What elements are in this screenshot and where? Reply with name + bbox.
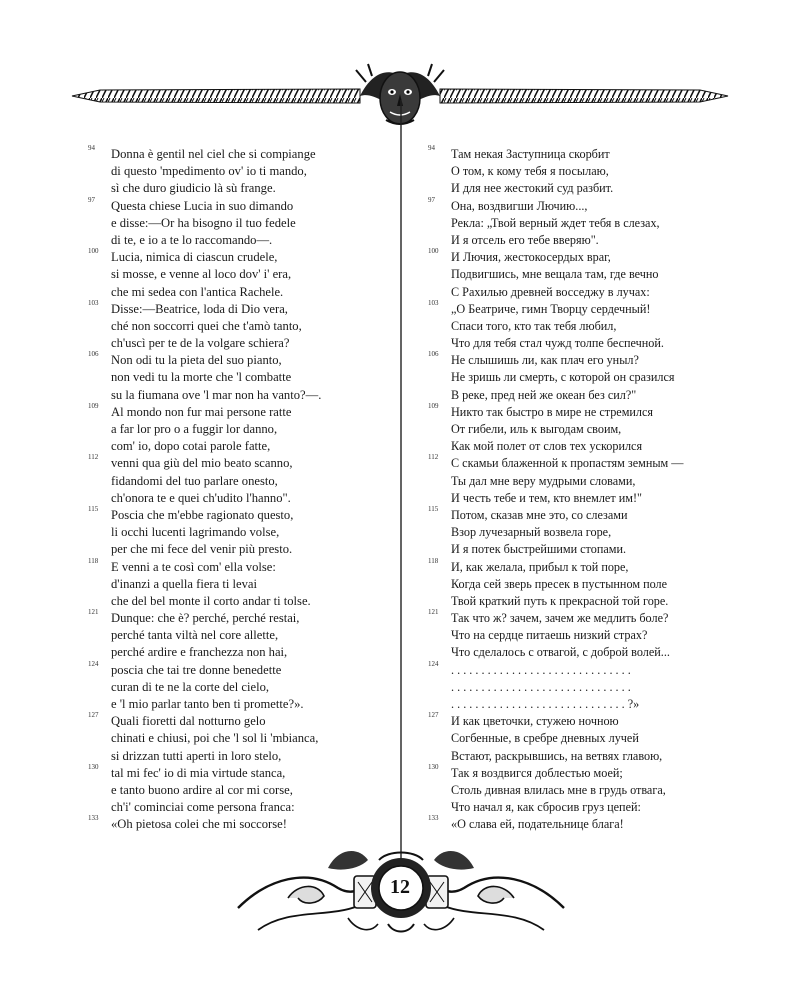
verse-number: 97 [428, 195, 435, 204]
verse-text: Questa chiese Lucia in suo dimando [111, 198, 294, 213]
verse-line [88, 644, 438, 661]
verse-line [428, 782, 778, 799]
verse-text: si mosse, e venne al loco dov' i' era, [111, 267, 292, 282]
verse-line [88, 352, 438, 369]
verse-line [88, 195, 438, 215]
verse-line [428, 627, 778, 644]
stanza [88, 762, 438, 817]
verse-number: 100 [88, 247, 99, 256]
verse-number: 94 [428, 144, 435, 152]
verse-text: И для нее жестокий суд разбит. [451, 181, 614, 196]
verse-line [88, 524, 438, 541]
verse-number: 106 [428, 350, 439, 359]
verse-text: che mi sedea con l'antica Rachele. [111, 284, 284, 299]
verse-text: non vedi tu la morte che 'l combatte [111, 370, 292, 385]
verse-text: Donna è gentil nel ciel che si compiange [111, 147, 316, 161]
verse-number: 124 [88, 659, 99, 668]
verse-text: И я потек быстрейшими стопами. [451, 542, 627, 557]
stanza [428, 610, 778, 662]
verse-text: Что сделалось с отвагой, с доброй волей... [451, 645, 670, 660]
verse-text: Потом, сказав мне это, со слезами [451, 507, 628, 522]
verse-text: ch'uscì per te de la volgare schiera? [111, 336, 290, 351]
verse-line [428, 215, 778, 232]
verse-text: Она, воздвигши Лючию..., [451, 198, 588, 213]
verse-text: Встают, раскрывшись, на ветвях главою, [451, 748, 663, 763]
stanza [88, 352, 438, 404]
verse-line [428, 730, 778, 747]
verse-text: Твой краткий путь к прекрасной той горе. [451, 593, 669, 608]
verse-line [88, 387, 438, 404]
verse-text: li occhi lucenti lagrimando volse, [111, 525, 280, 540]
verse-line [428, 473, 778, 490]
verse-number: 133 [88, 814, 99, 823]
verse-line [88, 696, 438, 713]
stanza [88, 504, 438, 559]
verse-text: Спаси того, кто так тебя любил, [451, 318, 617, 333]
verse-text: e 'l mio parlar tanto ben ti promette?». [111, 697, 304, 711]
verse-line [428, 266, 778, 283]
verse-line [88, 401, 438, 421]
verse-line [428, 195, 778, 215]
verse-line [88, 799, 438, 816]
verse-line [428, 249, 778, 266]
verse-text: Согбенные, в сребре дневных лучей [451, 731, 639, 746]
verse-text: perché ardire e franchezza non hai, [111, 645, 288, 660]
verse-text: Никто так быстро в мире не стремился [451, 404, 654, 419]
verse-text: . . . . . . . . . . . . . . . . . . . . . . . . . . . . . ?» [451, 697, 640, 711]
verse-line [428, 659, 778, 679]
verse-line [428, 748, 778, 765]
verse-text: ch'onora te e quei ch'udito l'hanno". [111, 490, 291, 505]
stanza [428, 659, 778, 714]
verse-text: ché non soccorri quei che t'amò tanto, [111, 318, 302, 333]
italian-text-column [88, 146, 438, 834]
stanza [428, 352, 778, 404]
verse-line [88, 232, 438, 249]
verse-line [428, 146, 778, 163]
verse-number: 130 [428, 762, 439, 771]
verse-number: 124 [428, 659, 439, 668]
verse-text: Al mondo non fur mai persone ratte [111, 404, 292, 419]
verse-number: 112 [428, 453, 439, 462]
verse-text: Когда сей зверь пресек в пустынном поле [451, 576, 668, 591]
verse-line [428, 180, 778, 197]
verse-text: И, как желала, прибыл к той поре, [451, 559, 629, 574]
stanza [428, 195, 778, 250]
verse-line [88, 576, 438, 593]
verse-line [428, 524, 778, 541]
verse-line [428, 713, 778, 730]
verse-text: d'inanzi a quella fiera ti levai [111, 576, 257, 591]
stanza [88, 556, 438, 611]
verse-line [88, 504, 438, 524]
verse-text: В реке, пред ней же океан без сил?" [451, 387, 637, 402]
stanza [88, 713, 438, 765]
verse-line [88, 163, 438, 180]
verse-line [428, 318, 778, 335]
verse-text: di te, e io a te lo raccomando—. [111, 232, 273, 247]
stanza [88, 455, 438, 507]
verse-line [88, 335, 438, 352]
stanza [428, 504, 778, 559]
stanza [88, 146, 438, 198]
verse-line [428, 335, 778, 352]
verse-line [428, 816, 778, 833]
verse-text: Poscia che m'ebbe ragionato questo, [111, 507, 294, 522]
stanza [428, 146, 778, 198]
verse-text: Что для тебя стал чужд толпе беспечной. [451, 336, 664, 351]
verse-text: От гибели, иль к выгодам своим, [451, 422, 622, 436]
verse-line [88, 713, 438, 730]
verse-number: 97 [88, 195, 95, 204]
verse-line [88, 627, 438, 644]
stanza [428, 249, 778, 301]
verse-number: 112 [88, 453, 99, 462]
verse-text: Там некая Заступница скорбит [451, 147, 610, 161]
stanza [88, 659, 438, 714]
stanza [88, 610, 438, 662]
verse-line [88, 593, 438, 610]
stanza [428, 816, 778, 833]
stanza [428, 401, 778, 456]
verse-text: С скамьи блаженной к пропастям земным — [451, 456, 684, 471]
verse-text: Что начал я, как сбросив груз цепей: [451, 800, 641, 815]
verse-line [88, 541, 438, 558]
verse-line [428, 490, 778, 507]
verse-line [428, 298, 778, 318]
stanza [428, 762, 778, 817]
verse-number: 130 [88, 762, 99, 771]
verse-text: Что на сердце питаешь низкий страх? [451, 628, 648, 643]
verse-text: Не зришь ли смерть, с которой он сразился [451, 370, 675, 385]
verse-line [428, 387, 778, 404]
verse-line [428, 401, 778, 421]
stanza [428, 713, 778, 765]
verse-text: И честь тебе и тем, кто внемлет им!" [451, 490, 642, 505]
verse-number: 109 [88, 401, 99, 410]
verse-text: . . . . . . . . . . . . . . . . . . . . . . . . . . . . . . [451, 679, 631, 694]
verse-text: e disse:—Or ha bisogno il tuo fedele [111, 215, 296, 230]
verse-text: ch'i' cominciai come persona franca: [111, 800, 295, 815]
verse-text: su la fiumana ove 'l mar non ha vanto?—. [111, 387, 322, 402]
verse-number: 115 [88, 504, 99, 513]
verse-text: Не слышишь ли, как плач его уныл? [451, 353, 639, 368]
verse-line [88, 490, 438, 507]
verse-line [88, 438, 438, 455]
verse-line [88, 473, 438, 490]
verse-line [428, 284, 778, 301]
stanza [428, 298, 778, 353]
verse-text: И Лючия, жестокосердых враг, [451, 250, 611, 265]
verse-text: perché tanta viltà nel core allette, [111, 628, 279, 643]
verse-line [428, 696, 778, 713]
verse-text: О том, к кому тебя я посылаю, [451, 164, 609, 179]
verse-line [88, 266, 438, 283]
verse-number: 109 [428, 401, 439, 410]
verse-line [88, 659, 438, 679]
stanza [428, 556, 778, 611]
verse-number: 103 [88, 298, 99, 307]
verse-text: poscia che tai tre donne benedette [111, 662, 282, 677]
verse-text: И я отсель его тебе вверяю". [451, 232, 599, 247]
verse-line [428, 762, 778, 782]
verse-number: 118 [428, 556, 439, 565]
verse-number: 127 [428, 711, 439, 720]
verse-line [428, 163, 778, 180]
verse-line [88, 180, 438, 197]
verse-line [88, 730, 438, 747]
verse-line [428, 541, 778, 558]
verse-text: Lucia, nimica di ciascun crudele, [111, 250, 278, 265]
verse-text: Как мой полет от слов тех ускорился [451, 439, 643, 454]
verse-text: Столь дивная влилась мне в грудь отвага, [451, 782, 666, 797]
verse-text: Disse:—Beatrice, loda di Dio vera, [111, 301, 288, 316]
verse-text: E venni a te così com' ella volse: [111, 559, 276, 574]
verse-number: 118 [88, 556, 99, 565]
verse-text: «О слава ей, подательнице блага! [451, 817, 624, 832]
russian-text-column [428, 146, 778, 834]
verse-number: 121 [428, 608, 439, 617]
verse-text: Подвигшись, мне вещала там, где вечно [451, 267, 659, 282]
verse-line [88, 318, 438, 335]
verse-line [428, 799, 778, 816]
verse-line [428, 679, 778, 696]
verse-line [88, 455, 438, 472]
page-number: 12 [390, 876, 410, 898]
verse-text: fidandomi del tuo parlare onesto, [111, 473, 278, 488]
verse-text: Взор лучезарный возвела горе, [451, 525, 612, 540]
verse-text: Рекла: „Твой верный ждет тебя в слезах, [451, 215, 660, 230]
verse-line [428, 610, 778, 627]
verse-text: «Oh pietosa colei che mi soccorse! [111, 817, 287, 832]
stanza [88, 816, 438, 833]
verse-text: a far lor pro o a fuggir lor danno, [111, 422, 278, 436]
verse-text: e tanto buono ardire al cor mi corse, [111, 782, 293, 797]
verse-number: 106 [88, 350, 99, 359]
verse-line [88, 146, 438, 163]
verse-line [428, 438, 778, 455]
verse-line [88, 610, 438, 627]
verse-line [428, 556, 778, 576]
verse-line [428, 644, 778, 661]
verse-line [88, 421, 438, 438]
verse-number: 133 [428, 814, 439, 823]
verse-line [88, 369, 438, 386]
verse-text: И как цветочки, стужею ночною [451, 714, 619, 729]
verse-number: 100 [428, 247, 439, 256]
verse-line [88, 249, 438, 266]
verse-line [88, 748, 438, 765]
verse-text: tal mi fec' io di mia virtude stanca, [111, 765, 286, 780]
verse-line [88, 782, 438, 799]
verse-line [428, 455, 778, 472]
verse-line [428, 421, 778, 438]
stanza [88, 249, 438, 301]
verse-line [88, 762, 438, 782]
verse-text: com' io, dopo cotai parole fatte, [111, 439, 271, 454]
stanza [88, 298, 438, 353]
verse-line [428, 576, 778, 593]
verse-number: 103 [428, 298, 439, 307]
verse-text: venni qua giù del mio beato scanno, [111, 456, 293, 471]
verse-line [88, 284, 438, 301]
verse-text: Non odi tu la pieta del suo pianto, [111, 353, 282, 368]
verse-text: Ты дал мне веру мудрыми словами, [451, 473, 636, 488]
verse-text: curan di te ne la corte del cielo, [111, 679, 270, 694]
verse-line [428, 232, 778, 249]
verse-text: chinati e chiusi, poi che 'l sol li 'mbianca, [111, 731, 319, 746]
verse-number: 115 [428, 504, 439, 513]
verse-line [88, 215, 438, 232]
verse-text: Так я воздвигся доблестью моей; [451, 765, 623, 780]
verse-text: С Рахилью древней восседжу в лучах: [451, 284, 650, 299]
verse-text: sì che duro giudicio là sù frange. [111, 181, 276, 196]
stanza [88, 195, 438, 250]
verse-text: di questo 'mpedimento ov' io ti mando, [111, 164, 307, 179]
verse-text: si drizzan tutti aperti in loro stelo, [111, 748, 282, 763]
verse-number: 94 [88, 144, 95, 152]
verse-line [428, 593, 778, 610]
verse-line [88, 298, 438, 318]
verse-text: Quali fioretti dal notturno gelo [111, 714, 266, 729]
verse-number: 121 [88, 608, 99, 617]
verse-text: „О Беатриче, гимн Творцу сердечный! [451, 301, 651, 316]
verse-text: Dunque: che è? perché, perché restai, [111, 611, 300, 626]
verse-text: che del bel monte il corto andar ti tolse. [111, 593, 311, 608]
verse-line [428, 369, 778, 386]
verse-text: . . . . . . . . . . . . . . . . . . . . . . . . . . . . . . [451, 662, 631, 677]
verse-line [428, 352, 778, 369]
stanza [428, 455, 778, 507]
verse-number: 127 [88, 711, 99, 720]
verse-text: per che mi fece del venir più presto. [111, 542, 293, 557]
verse-line [88, 679, 438, 696]
verse-text: Так что ж? зачем, зачем же медлить боле? [451, 611, 669, 626]
verse-line [428, 504, 778, 524]
stanza [88, 401, 438, 456]
verse-line [88, 816, 438, 833]
verse-line [88, 556, 438, 576]
